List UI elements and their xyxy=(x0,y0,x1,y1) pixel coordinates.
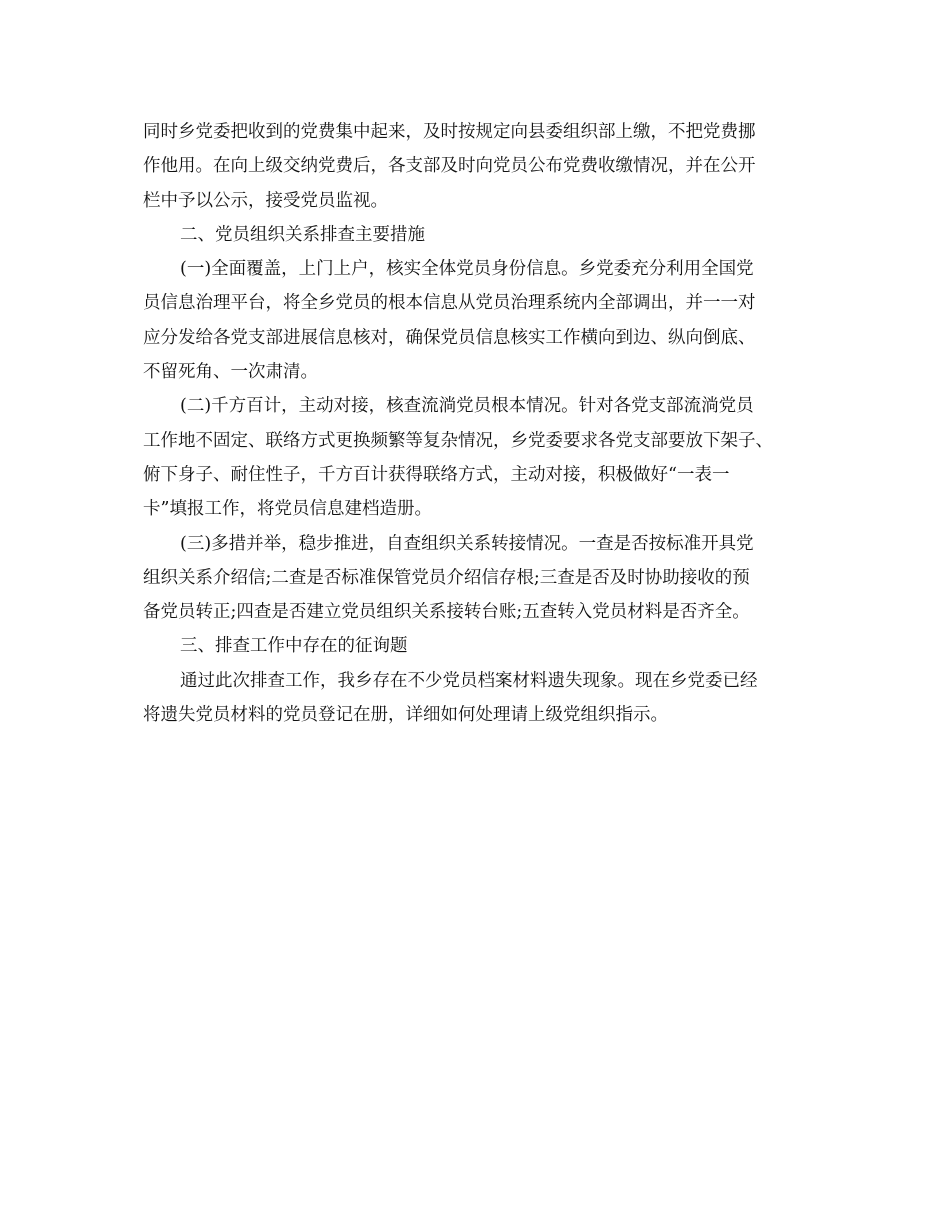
text-line: 通过此次排查工作，我乡存在不少党员档案材料遗失现象。现在乡党委已经 xyxy=(180,670,758,691)
text-line: 俯下身子、耐住性子，千方百计获得联络方式，主动对接，积极做好“一表一 xyxy=(143,464,730,485)
section-heading: 二、党员组织关系排查主要措施 xyxy=(180,224,425,245)
text-line: 不留死角、一次肃清。 xyxy=(143,362,318,383)
text-line: 同时乡党委把收到的党费集中起来，及时按规定向县委组织部上缴，不把党费挪 xyxy=(143,122,756,142)
text-line: (三)多措并举，稳步推进，自查组织关系转接情况。一查是否按标准开具党 xyxy=(180,533,754,554)
text-line: 作他用。在向上级交纳党费后，各支部及时向党员公布党费收缴情况，并在公开 xyxy=(143,156,756,177)
text-line: 栏中予以公示，接受党员监视。 xyxy=(143,190,388,211)
text-line: 卡”填报工作，将党员信息建档造册。 xyxy=(143,499,432,520)
text-line: 员信息治理平台，将全乡党员的根本信息从党员治理系统内全部调出，并一一对 xyxy=(143,293,756,314)
text-line: 备党员转正;四查是否建立党员组织关系接转台账;五查转入党员材料是否齐全。 xyxy=(143,602,750,623)
section-heading: 三、排查工作中存在的征询题 xyxy=(180,636,408,657)
text-line: 工作地不固定、联络方式更换频繁等复杂情况，乡党委要求各党支部要放下架子、 xyxy=(143,430,773,451)
text-line: (一)全面覆盖，上门上户，核实全体党员身份信息。乡党委充分利用全国党 xyxy=(180,259,754,280)
text-line: (二)千方百计，主动对接，核查流淌党员根本情况。针对各党支部流淌党员 xyxy=(180,396,754,417)
text-line: 将遗失党员材料的党员登记在册，详细如何处理请上级党组织指示。 xyxy=(143,705,668,726)
document-body xyxy=(143,115,808,732)
text-line: 组织关系介绍信;二查是否标准保管党员介绍信存根;三查是否及时协助接收的预 xyxy=(143,567,750,588)
text-line: 应分发给各党支部进展信息核对，确保党员信息核实工作横向到边、纵向倒底、 xyxy=(143,327,756,348)
